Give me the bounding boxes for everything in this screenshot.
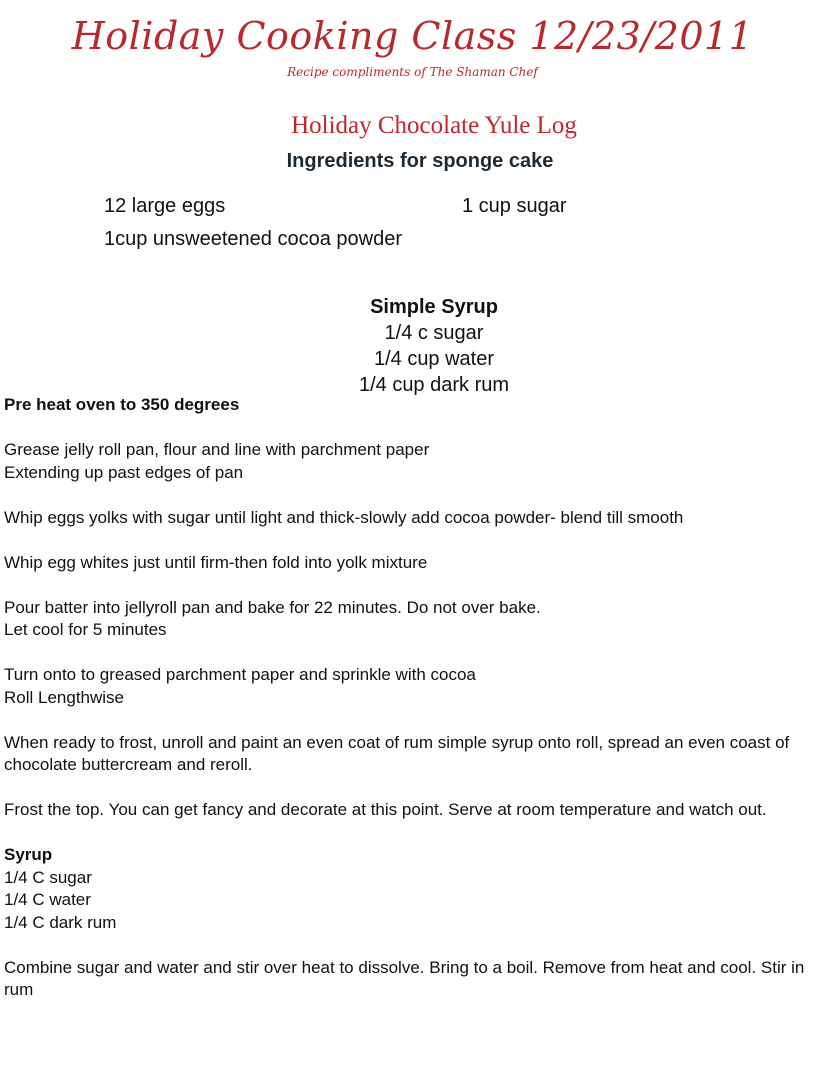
step-line: Grease jelly roll pan, flour and line with parchment paper	[4, 440, 430, 459]
syrup-heading: Syrup	[4, 845, 53, 864]
syrup-item: 1/4 C water	[4, 890, 91, 909]
simple-syrup-item: 1/4 c sugar	[384, 322, 484, 344]
syrup-item: 1/4 C sugar	[4, 867, 92, 887]
simple-syrup-heading: Simple Syrup	[370, 296, 498, 318]
instructions	[4, 394, 822, 1002]
ingredient-eggs: 12 large eggs	[104, 195, 226, 217]
ingredient-cocoa: 1cup unsweetened cocoa powder	[104, 228, 402, 250]
step-line: Whip eggs yolks with sugar until light and thick-slowly add cocoa powder- blend till smooth	[4, 507, 684, 527]
preheat-instruction: Pre heat oven to 350 degrees	[4, 395, 240, 414]
step-line: Extending up past edges of pan	[4, 462, 244, 482]
syrup-method: Combine sugar and water and stir over heat to dissolve. Bring to a boil. Remove from heat and cool. Stir in rum	[4, 957, 805, 999]
step-line: Let cool for 5 minutes	[4, 620, 167, 639]
class-title: Holiday Cooking Class 12/23/2011	[71, 14, 754, 58]
step-line: Whip egg whites just until firm-then fold into yolk mixture	[4, 552, 428, 572]
sponge-heading: Ingredients for sponge cake	[286, 150, 554, 172]
step-line: Turn onto to greased parchment paper and sprinkle with cocoa	[4, 665, 476, 684]
step-line: When ready to frost, unroll and paint an even coat of rum simple syrup onto roll, spread an even coast of chocolate buttercream and reroll.	[4, 732, 790, 774]
ingredient-sugar: 1 cup sugar	[462, 195, 567, 217]
step-line: Roll Lengthwise	[4, 687, 125, 707]
simple-syrup-item: 1/4 cup dark rum	[358, 374, 510, 396]
simple-syrup-block	[0, 294, 825, 398]
step-line: Pour batter into jellyroll pan and bake for 22 minutes. Do not over bake.	[4, 597, 541, 617]
simple-syrup-item: 1/4 cup water	[373, 348, 495, 370]
syrup-item: 1/4 C dark rum	[4, 912, 117, 932]
step-line: Frost the top. You can get fancy and decorate at this point. Serve at room temperature and watch out.	[4, 800, 767, 819]
recipe-title: Holiday Chocolate Yule Log	[291, 112, 577, 139]
class-subtitle: Recipe compliments of The Shaman Chef	[287, 65, 538, 79]
